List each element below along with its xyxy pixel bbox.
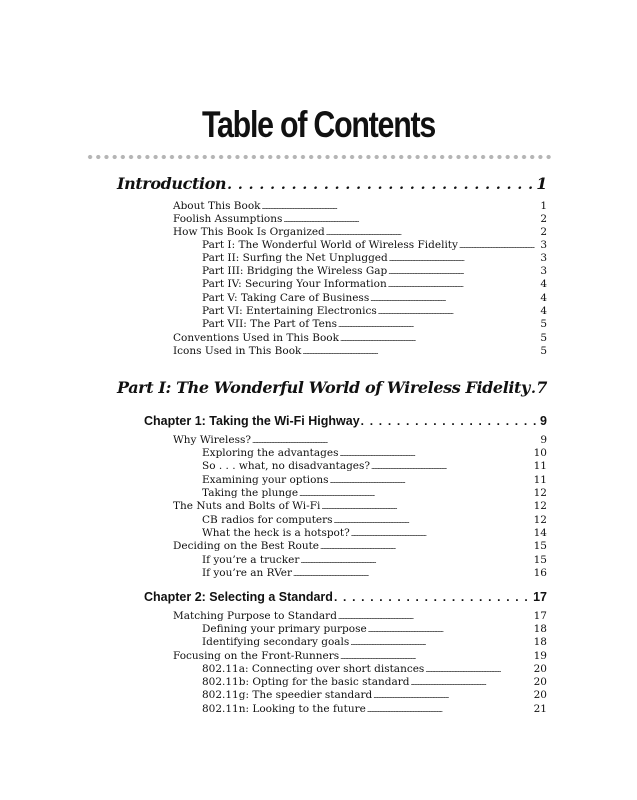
part-title: Part I: The Wonderful World of Wireless Fidelity (117, 378, 530, 397)
page-number: 2 (540, 226, 547, 238)
entry-title: Part VII: The Part of Tens (202, 318, 338, 330)
page-number: 15 (533, 554, 547, 566)
entry-title: Identifying secondary goals (202, 636, 350, 648)
entry-title: Taking the plunge (202, 487, 299, 499)
dot-leader (320, 541, 533, 554)
entry-title: 802.11a: Connecting over short distances (202, 663, 425, 675)
entry-title: Conventions Used in This Book (173, 332, 339, 344)
page-number: 17 (533, 610, 547, 622)
toc-entry[interactable] (202, 252, 547, 265)
toc-entry[interactable] (173, 500, 547, 513)
dot-leader (373, 690, 532, 703)
dot-leader (531, 381, 535, 397)
page-number: 5 (540, 318, 547, 330)
entry-title: Focusing on the Front-Runners (173, 650, 340, 662)
dotted-divider (86, 153, 552, 161)
entry-title: So . . . what, no disadvantages? (202, 460, 371, 472)
entry-title: If you’re a trucker (202, 554, 300, 566)
entry-title: Part VI: Entertaining Electronics (202, 305, 377, 317)
toc-entry[interactable] (202, 239, 547, 252)
toc-entry[interactable] (173, 345, 547, 358)
toc-entry[interactable] (202, 527, 547, 540)
dot-leader (321, 501, 532, 514)
toc-introduction-heading[interactable] (117, 174, 547, 196)
toc-entry[interactable] (202, 689, 547, 702)
page-number: 5 (540, 345, 547, 357)
page-number: 16 (533, 567, 547, 579)
entry-title: Icons Used in This Book (173, 345, 302, 357)
toc-entry[interactable] (202, 663, 547, 676)
page-number: 18 (533, 636, 547, 648)
entry-title: 802.11g: The speedier standard (202, 689, 373, 701)
page-number: 4 (540, 305, 547, 317)
toc-entry[interactable] (202, 703, 547, 716)
page-number: 18 (533, 623, 547, 635)
page-number: 11 (533, 474, 547, 486)
page-number: 11 (533, 460, 547, 472)
page-number: 9 (540, 414, 547, 428)
entry-title: CB radios for computers (202, 514, 333, 526)
toc-part-heading[interactable] (117, 378, 547, 400)
section-title: Introduction (117, 174, 227, 193)
page-number: 14 (533, 527, 547, 539)
page-number: 21 (533, 703, 547, 715)
page-number: 10 (533, 447, 547, 459)
toc-entry[interactable] (202, 554, 547, 567)
toc-entry[interactable] (202, 623, 547, 636)
page-number: 15 (533, 540, 547, 552)
toc-entry[interactable] (202, 305, 547, 318)
toc-entry[interactable] (202, 636, 547, 649)
toc-entry[interactable] (173, 200, 547, 213)
page-number: 5 (540, 332, 547, 344)
entry-title: How This Book Is Organized (173, 226, 325, 238)
toc-entry[interactable] (173, 650, 547, 663)
page-number: 2 (540, 213, 547, 225)
page-number: 7 (536, 378, 547, 397)
entry-title: Defining your primary purpose (202, 623, 367, 635)
page-number: 3 (540, 265, 547, 277)
entry-title: Part III: Bridging the Wireless Gap (202, 265, 388, 277)
dot-leader (371, 461, 533, 474)
toc-entry[interactable] (202, 460, 547, 473)
toc-entry[interactable] (202, 318, 547, 331)
toc-entry[interactable] (202, 487, 547, 500)
dot-leader (334, 590, 532, 604)
dot-leader (302, 346, 539, 359)
page-number: 20 (533, 689, 547, 701)
page-number: 3 (540, 239, 547, 251)
toc-entry[interactable] (202, 292, 547, 305)
entry-title: If you’re an RVer (202, 567, 293, 579)
toc-entry[interactable] (202, 514, 547, 527)
toc-entry[interactable] (173, 226, 547, 239)
page-number: 1 (536, 174, 547, 193)
page-number: 3 (540, 252, 547, 264)
page-number: 20 (533, 663, 547, 675)
entry-title: Part V: Taking Care of Business (202, 292, 370, 304)
entry-title: 802.11b: Opting for the basic standard (202, 676, 410, 688)
toc-entry[interactable] (173, 213, 547, 226)
page-title: Table of Contents (201, 104, 436, 145)
entry-title: Matching Purpose to Standard (173, 610, 337, 622)
toc-entry[interactable] (202, 265, 547, 278)
dot-leader (361, 414, 539, 428)
entry-title: About This Book (173, 200, 261, 212)
toc-entry[interactable] (202, 676, 547, 689)
toc-entry[interactable] (202, 567, 547, 580)
entry-title: Examining your options (202, 474, 329, 486)
entry-title: Part II: Surfing the Net Unplugged (202, 252, 388, 264)
page-number: 17 (533, 590, 547, 604)
page-number: 12 (533, 514, 547, 526)
entry-title: Deciding on the Best Route (173, 540, 320, 552)
toc-entry[interactable] (202, 447, 547, 460)
toc-entry[interactable] (173, 332, 547, 345)
entry-title: Why Wireless? (173, 434, 252, 446)
dot-leader (338, 319, 539, 332)
page-number: 12 (533, 487, 547, 499)
page-number: 19 (533, 650, 547, 662)
dot-leader (367, 704, 533, 717)
page-number: 1 (540, 200, 547, 212)
entry-title: Exploring the advantages (202, 447, 339, 459)
chapter-title: Chapter 2: Selecting a Standard (144, 590, 333, 604)
toc-chapter-heading[interactable] (144, 590, 547, 607)
entry-title: Foolish Assumptions (173, 213, 283, 225)
toc-entry[interactable] (202, 278, 547, 291)
dot-leader (293, 568, 533, 581)
toc-entry[interactable] (173, 540, 547, 553)
entry-title: 802.11n: Looking to the future (202, 703, 366, 715)
toc-entry[interactable] (202, 474, 547, 487)
dot-leader (227, 177, 535, 193)
page-number: 9 (540, 434, 547, 446)
toc-entry[interactable] (173, 434, 547, 447)
toc-chapter-heading[interactable] (144, 414, 547, 431)
entry-title: Part IV: Securing Your Information (202, 278, 387, 290)
dot-leader (388, 279, 540, 292)
page-number: 20 (533, 676, 547, 688)
page-number: 12 (533, 500, 547, 512)
entry-title: Part I: The Wonderful World of Wireless Fidelity (202, 239, 458, 251)
entry-title: What the heck is a hotspot? (202, 527, 350, 539)
entry-title: The Nuts and Bolts of Wi-Fi (173, 500, 321, 512)
dot-leader (350, 637, 532, 650)
page-number: 4 (540, 278, 547, 290)
page-number: 4 (540, 292, 547, 304)
toc-entry[interactable] (173, 610, 547, 623)
chapter-title: Chapter 1: Taking the Wi-Fi Highway (144, 414, 360, 428)
